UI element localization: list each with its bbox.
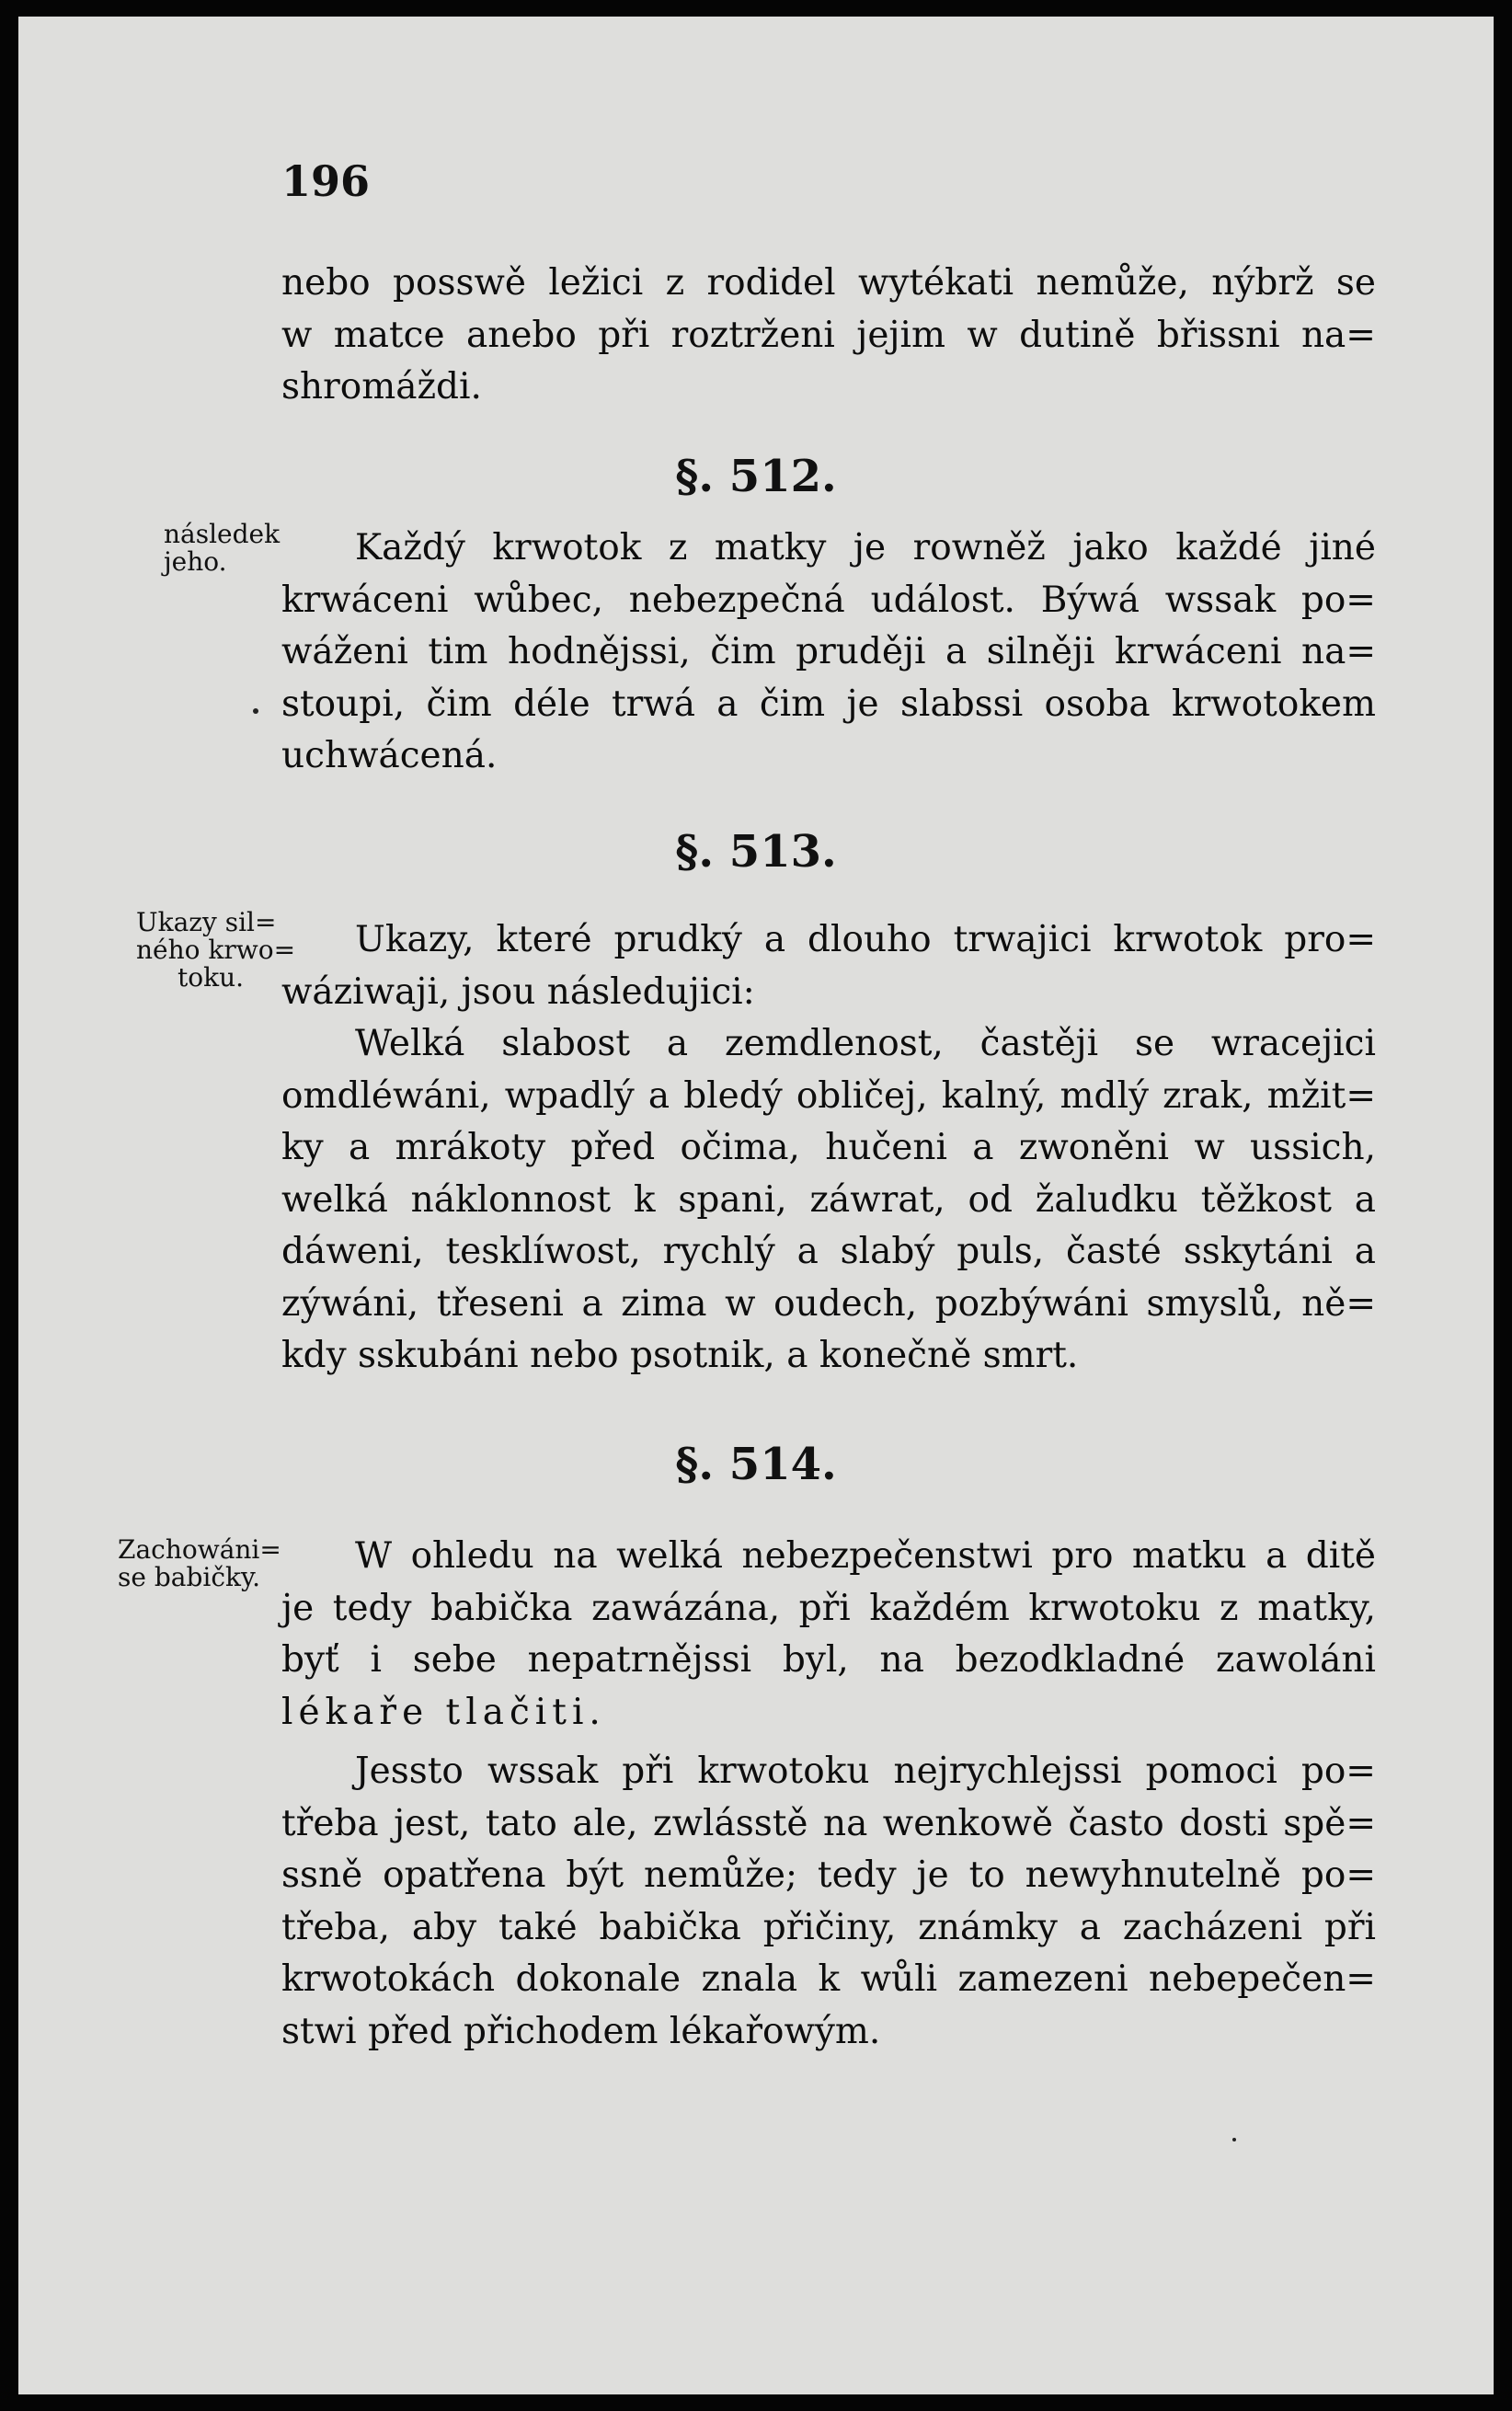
text-line: je tedy babička zawázána, při každém krwotoku z matky, (281, 1587, 1376, 1629)
paragraph-512 (281, 522, 1376, 783)
text-line: Jesstо wssak při krwotoku nejrychlejssi pomoci po= (355, 1751, 1376, 1792)
text-line: ssně opatřena být nemůže; tedy je to newyhnutelně po= (281, 1854, 1376, 1896)
margin-note-line: ného krwo= (136, 935, 296, 965)
text-line: stoupi, čim déle trwá a čim je slabssi osoba krwotokem (281, 683, 1376, 725)
ink-speck (253, 708, 258, 714)
text-line: třeba jest, tato ale, zwlásstě na wenkowě často dosti spě= (281, 1802, 1376, 1844)
paragraph-514a (281, 1531, 1376, 1739)
text-line: wáziwaji, jsou následujici: (281, 970, 755, 1013)
text-line: w matce anebo při roztrženi jejim w dutině břissni na= (281, 314, 1376, 356)
paragraph-513b (281, 1018, 1376, 1383)
text-line: byť i sebe nepatrnějssi byl, na bezodkladné zawoláni (281, 1639, 1376, 1681)
text-line: wáženi tim hodnějssi, čim pruději a silněji krwáceni na= (281, 631, 1376, 672)
text-line: nebo posswě ležici z rodidel wytékati nemůže, nýbrž se (281, 262, 1376, 304)
paragraph-513a (281, 914, 1376, 1018)
text-line: Welká slabost a zemdlenost, častěji se wracejici (355, 1023, 1376, 1064)
section-heading-513: §. 513. (675, 826, 837, 878)
text-line: welká náklonnost k spani, záwrat, od žaludku těžkost a (281, 1178, 1376, 1221)
text-line: Každý krwotok z matky je rowněž jako každé jiné (355, 527, 1376, 568)
ink-speck (1232, 2138, 1236, 2141)
text-line: W ohledu na welká nebezpečenstwi pro matku a ditě (355, 1535, 1376, 1577)
text-line: omdléwáni, wpadlý a bledý obličej, kalný, mdlý zrak, mžit= (281, 1074, 1376, 1117)
margin-note-line: následek (164, 519, 281, 549)
text-line: shromáždi. (281, 366, 482, 408)
section-heading-514: §. 514. (675, 1439, 837, 1490)
text-line: třeba, aby také babička přičiny, známky a zacházeni při (281, 1906, 1376, 1948)
page-number: 196 (281, 156, 371, 206)
text-line: dáweni, tesklíwost, rychlý a slabý puls, časté sskytáni a (281, 1231, 1376, 1272)
paragraph-514b (281, 1746, 1376, 2058)
paragraph-intro (281, 258, 1376, 414)
margin-note-line: jeho. (164, 546, 227, 577)
text-line: Ukazy, které prudký a dlouho trwajici krwotok pro= (355, 919, 1376, 960)
text-line: kdy sskubáni nebo psotnik, a konečně smrt. (281, 1335, 1079, 1376)
text-line: krwáceni wůbec, nebezpečná událost. Býwá wssak po= (281, 579, 1376, 621)
text-line: uchwácená. (281, 735, 498, 776)
margin-note-line: toku. (178, 962, 245, 993)
margin-note-line: se babičky. (118, 1562, 260, 1592)
section-heading-512: §. 512. (675, 451, 837, 502)
text-line: ky a mrákoty před očima, hučeni a zwoněni w ussich, (281, 1127, 1376, 1168)
text-line: zýwáni, třeseni a zima w oudech, pozbýwáni smyslů, ně= (281, 1282, 1376, 1325)
text-line: stwi před přichodem lékařowým. (281, 2010, 881, 2052)
text-line: krwotokách dokonale znala k wůli zamezeni nebepečen= (281, 1958, 1376, 2000)
margin-note-line: Zachowáni= (118, 1534, 281, 1565)
book-page (18, 17, 1494, 2394)
margin-note-line: Ukazy sil= (136, 907, 277, 937)
text-line: lékaře tlačiti. (281, 1691, 606, 1733)
margin-note-514 (118, 1536, 292, 1591)
